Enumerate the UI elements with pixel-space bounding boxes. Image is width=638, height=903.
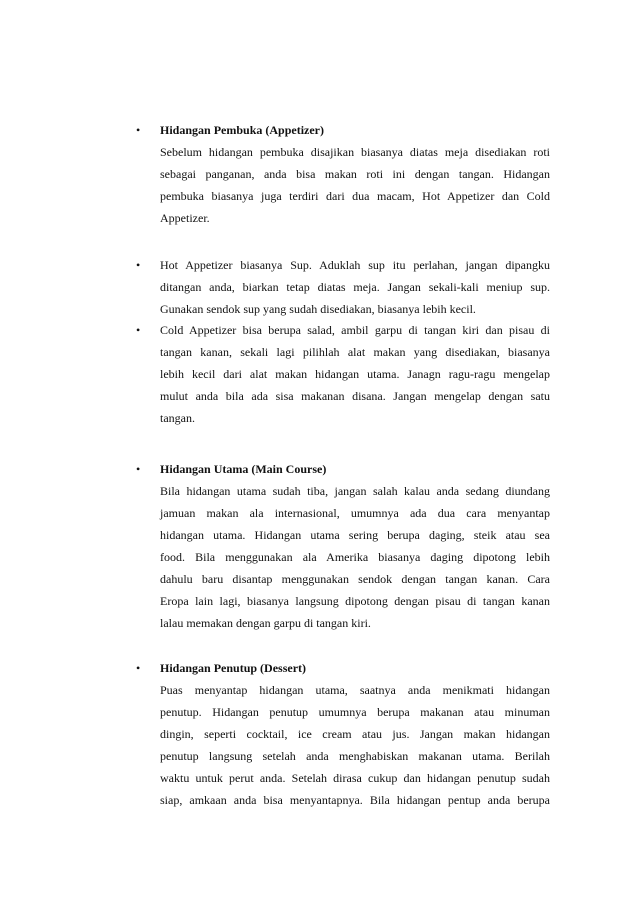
paragraph-line: mulut anda bila ada sisa makanan disana. Jangan mengelap dengan satu — [160, 389, 550, 403]
bullet-content — [160, 657, 550, 811]
paragraph-line: Appetizer. — [160, 211, 210, 225]
paragraph-line: tangan kanan, sekali lagi pilihlah alat makan yang disediakan, biasanya — [160, 345, 550, 359]
paragraph-line: Eropa lain lagi, biasanya langsung dipotong dengan pisau di tangan kanan — [160, 594, 550, 608]
paragraph-line: sebagai panganan, anda bisa makan roti ini dengan tangan. Hidangan — [160, 167, 550, 181]
paragraph-line: penutup langsung setelah anda menghabiskan makanan utama. Berilah — [160, 749, 550, 763]
paragraph-line: jamuan makan ala internasional, umumnya ada dua cara menyantap — [160, 506, 550, 520]
paragraph-line: pembuka biasanya juga terdiri dari dua macam, Hot Appetizer dan Cold — [160, 189, 550, 203]
paragraph-line: Gunakan sendok sup yang sudah disediakan, biasanya lebih kecil. — [160, 302, 476, 316]
bullet-icon: • — [136, 258, 141, 272]
section-heading: Hidangan Penutup (Dessert) — [160, 661, 307, 675]
section-heading: Hidangan Pembuka (Appetizer) — [160, 123, 325, 137]
paragraph-line: dingin, seperti cocktail, ice cream atau jus. Jangan makan hidangan — [160, 727, 550, 741]
bullet-icon: • — [136, 462, 141, 476]
paragraph-line: waktu untuk perut anda. Setelah dirasa cukup dan hidangan penutup sudah — [160, 771, 550, 785]
bullet-icon: • — [136, 123, 141, 137]
bullet-content — [160, 119, 550, 229]
bullet-content — [160, 319, 550, 429]
bullet-icon: • — [136, 661, 141, 675]
paragraph-line: penutup. Hidangan penutup umumnya berupa makanan atau minuman — [160, 705, 550, 719]
paragraph-line: Cold Appetizer bisa berupa salad, ambil garpu di tangan kiri dan pisau di — [160, 323, 550, 337]
paragraph-line: ditangan anda, biarkan tetap diatas meja. Jangan sekali-kali meniup sup. — [160, 280, 550, 294]
paragraph-line: Bila hidangan utama sudah tiba, jangan salah kalau anda sedang diundang — [160, 484, 550, 498]
section-heading: Hidangan Utama (Main Course) — [160, 462, 327, 476]
paragraph-line: Sebelum hidangan pembuka disajikan biasanya diatas meja disediakan roti — [160, 145, 550, 159]
paragraph-line: hidangan utama. Hidangan utama sering berupa daging, steik atau sea — [160, 528, 550, 542]
bullet-content — [160, 254, 550, 320]
paragraph-line: lebih kecil dari alat makan hidangan utama. Janagn ragu-ragu mengelap — [160, 367, 550, 381]
bullet-icon: • — [136, 323, 141, 337]
paragraph-line: siap, amkaan anda bisa menyantapnya. Bila hidangan pentup anda berupa — [160, 793, 550, 807]
paragraph-line: Puas menyantap hidangan utama, saatnya anda menikmati hidangan — [160, 683, 550, 697]
paragraph-line: tangan. — [160, 411, 195, 425]
paragraph-line: lalau memakan dengan garpu di tangan kiri. — [160, 616, 371, 630]
paragraph-line: dahulu baru disantap menggunakan sendok dengan tangan kanan. Cara — [160, 572, 550, 586]
paragraph-line: food. Bila menggunakan ala Amerika biasanya daging dipotong lebih — [160, 550, 550, 564]
bullet-content — [160, 458, 550, 634]
paragraph-line: Hot Appetizer biasanya Sup. Aduklah sup itu perlahan, jangan dipangku — [160, 258, 550, 272]
